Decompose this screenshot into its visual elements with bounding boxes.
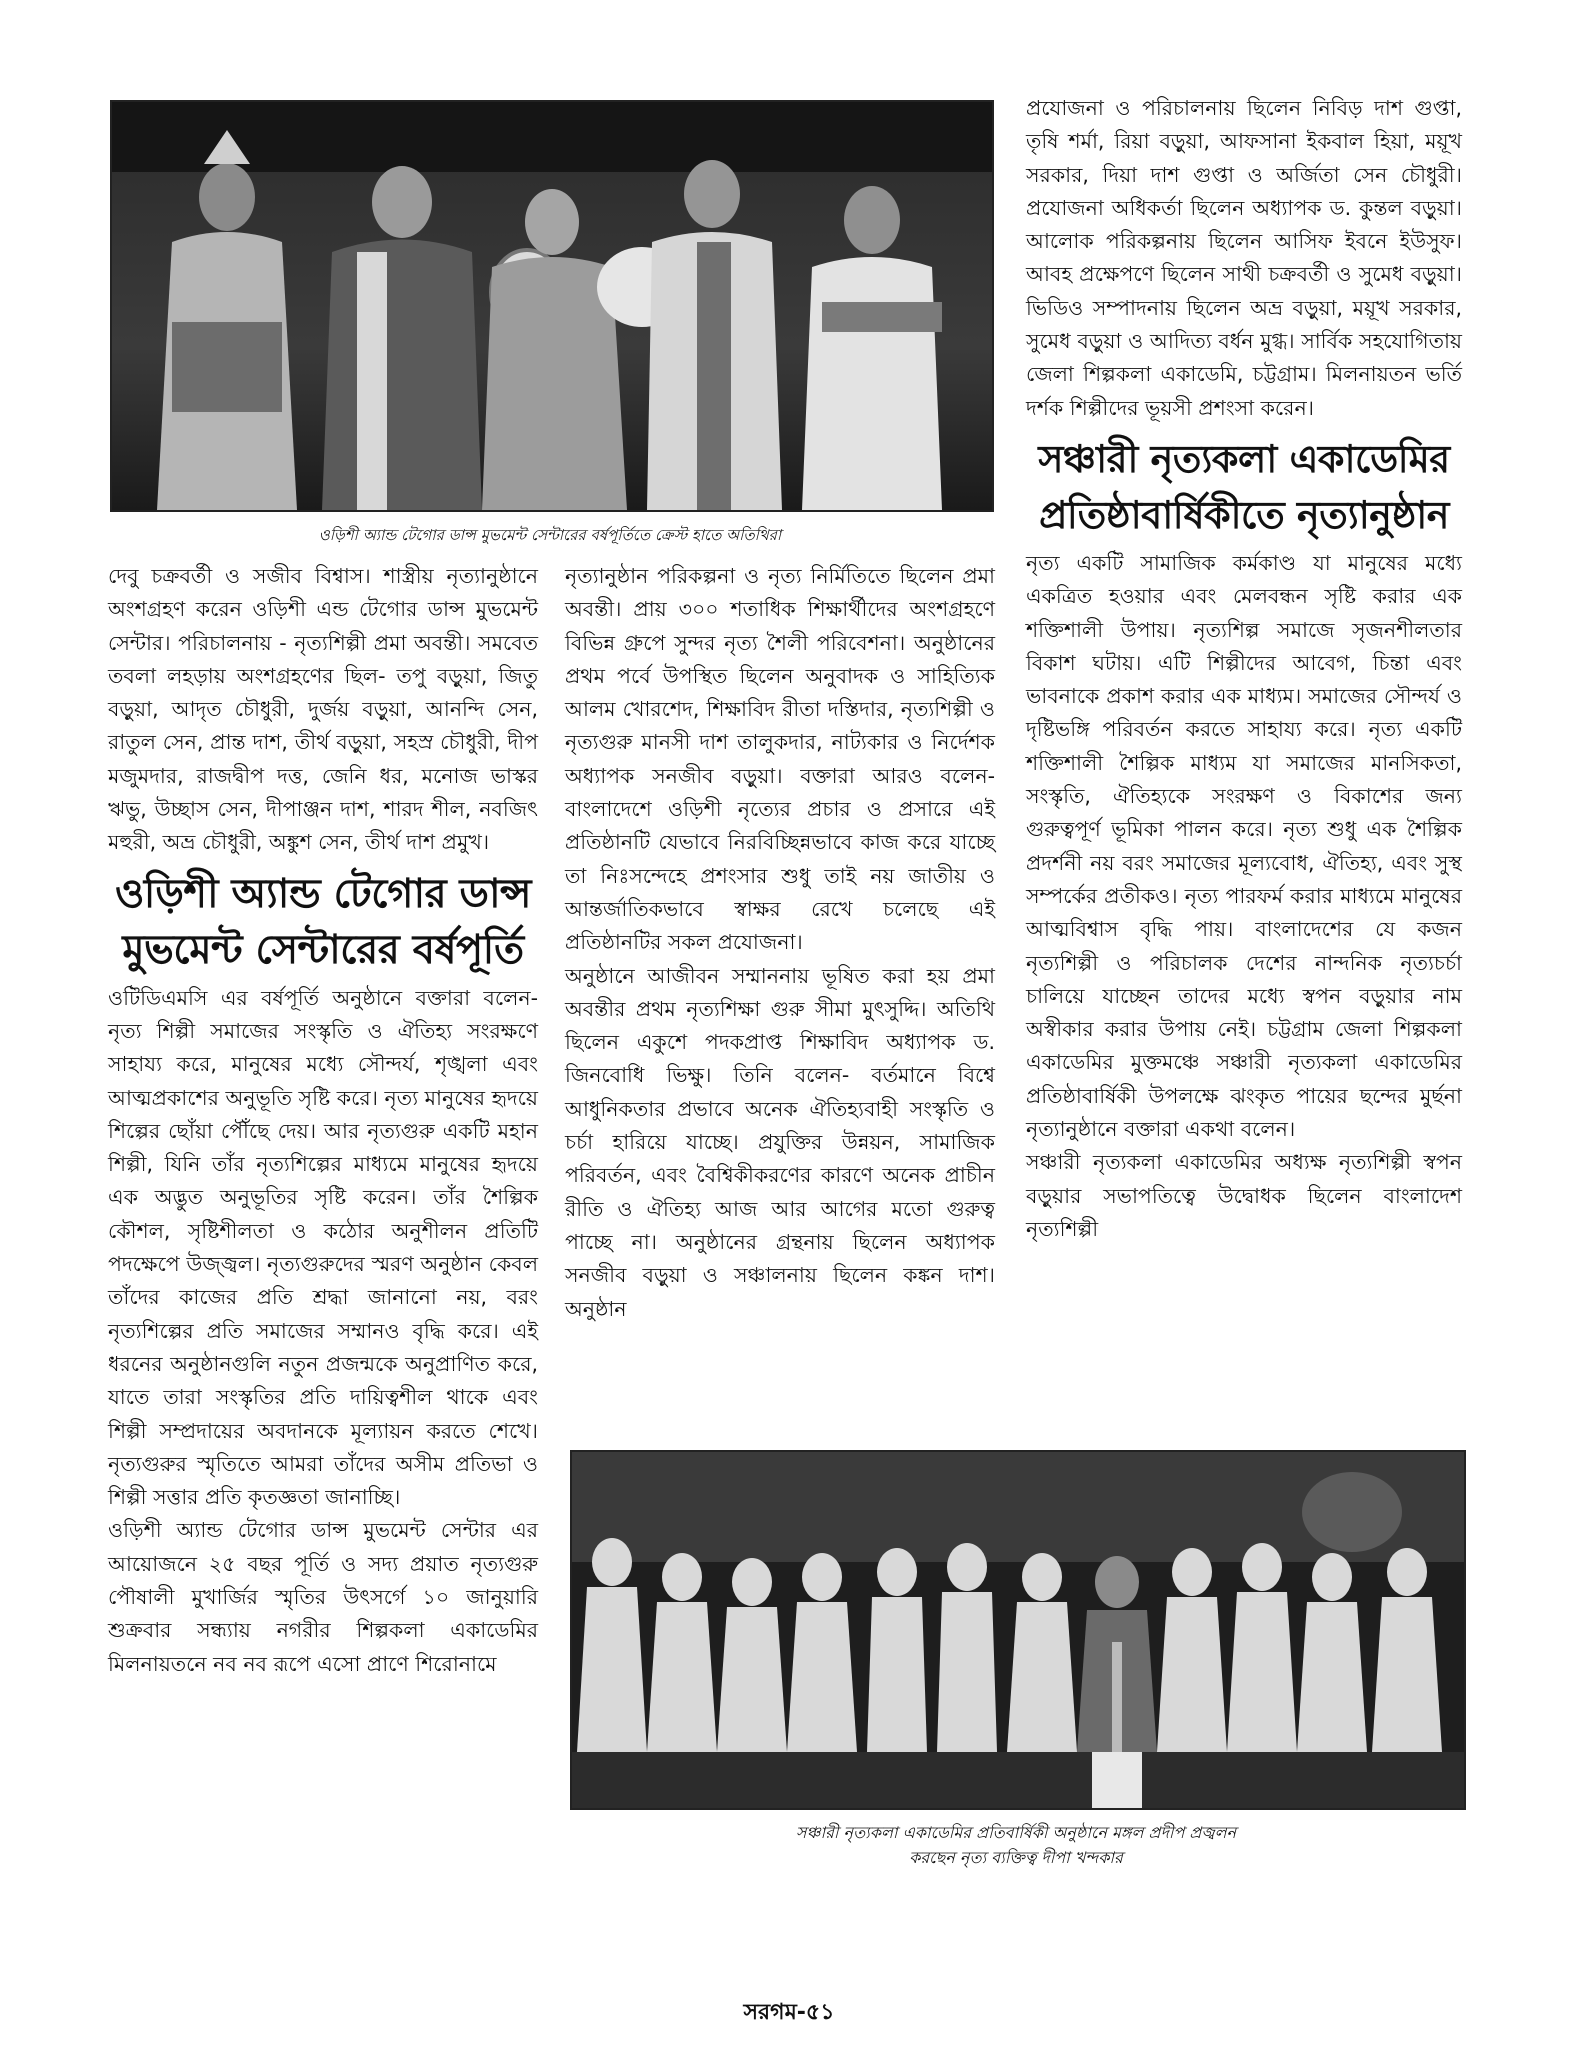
- award-photo-caption: ওড়িশী অ্যান্ড টেগোর ডান্স মুভমেন্ট সেন্টারের বর্ষপূর্তিতে ক্রেস্ট হাতে অতিথিরা: [318, 526, 782, 544]
- column-middle: [565, 560, 995, 1326]
- award-photo-image: [112, 102, 992, 510]
- paragraph: অনুষ্ঠানে আজীবন সম্মাননায় ভূষিত করা হয় প্রমা অবন্তীর প্রথম নৃত্যশিক্ষা গুরু সীমা মুৎসুদ্দি। অতিথি ছিলেন একুশে পদকপ্রাপ্ত শিক্ষাবিদ অধ্যাপক ড. জিনবোধি ভিক্ষু। তিনি বলেন- বর্তমানে বিশ্বে আধুনিকতার প্রভাবে অনেক ঐতিহ্যবাহী সংস্কৃতি ও চর্চা হারিয়ে যাচ্ছে। প্রযুক্তির উন্নয়ন, সামাজিক পরিবর্তন, এবং বৈশ্বিকীকরণের কারণে অনেক প্রাচীন রীতি ও ঐতিহ্য আজ আর আগের মতো গুরুত্ব পাচ্ছে না। অনুষ্ঠানের গ্রন্থনায় ছিলেন অধ্যাপক সনজীব বড়ুয়া ও সঞ্চালনায় ছিলেন কঙ্কন দাশ। অনুষ্ঠান: [565, 963, 995, 1321]
- paragraph: নৃত্য একটি সামাজিক কর্মকাণ্ড যা মানুষের মধ্যে একত্রিত হওয়ার এবং মেলবন্ধন সৃষ্টি করার এক শক্তিশালী উপায়। নৃত্যশিল্প সমাজে সৃজনশীলতার বিকাশ ঘটায়। এটি শিল্পীদের আবেগ, চিন্তা এবং ভাবনাকে প্রকাশ করার এক মাধ্যম। সমাজের সৌন্দর্য ও দৃষ্টিভঙ্গি পরিবর্তন করতে সাহায্য করে। নৃত্য একটি শক্তিশালী শৈল্পিক মাধ্যম যা সমাজের মানসিকতা, সংস্কৃতি, ঐতিহ্যকে সংরক্ষণ ও বিকাশের জন্য গুরুত্বপূর্ণ ভূমিকা পালন করে। নৃত্য শুধু এক শৈল্পিক প্রদর্শনী নয় বরং সমাজের মূল্যবোধ, ঐতিহ্য, এবং সুস্থ সম্পর্কের প্রতীকও। নৃত্য পারফর্ম করার মাধ্যমে মানুষের আত্মবিশ্বাস বৃদ্ধি পায়। বাংলাদেশের যে কজন নৃত্যশিল্পী ও পরিচালক দেশের নান্দনিক নৃত্যচর্চা চালিয়ে যাচ্ছেন তাদের মধ্যে স্বপন বড়ুয়ার নাম অস্বীকার করার উপায় নেই। চট্টগ্রাম জেলা শিল্পকলা একাডেমির মুক্তমঞ্চে সঞ্চারী নৃত্যকলা একাডেমির প্রতিষ্ঠাবার্ষিকী উপলক্ষে ঝংকৃত পায়ের ছন্দের মুর্ছনা নৃত্যানুষ্ঠানে বক্তারা একথা বলেন।: [1026, 550, 1462, 1142]
- column-right: [1026, 92, 1462, 1246]
- column-left: [108, 560, 538, 1681]
- paragraph: প্রযোজনা ও পরিচালনায় ছিলেন নিবিড় দাশ গুপ্তা, তৃষি শর্মা, রিয়া বড়ুয়া, আফসানা ইকবাল হিয়া, ময়ূখ সরকার, দিয়া দাশ গুপ্তা ও অর্জিতা সেন চৌধুরী। প্রযোজনা অধিকর্তা ছিলেন অধ্যাপক ড. কুন্তল বড়ুয়া। আলোক পরিকল্পনায় ছিলেন আসিফ ইবনে ইউসুফ। আবহ প্রক্ষেপণে ছিলেন সাথী চক্রবর্তী ও সুমেধ বড়ুয়া। ভিডিও সম্পাদনায় ছিলেন অভ্র বড়ুয়া, ময়ূখ সরকার, সুমেধ বড়ুয়া ও আদিত্য বর্ধন মুগ্ধ। সার্বিক সহযোগিতায় জেলা শিল্পকলা একাডেমি, চট্টগ্রাম। মিলনায়তন ভর্তি দর্শক শিল্পীদের ভূয়সী প্রশংসা করেন।: [1026, 96, 1462, 420]
- paragraph: ওটিডিএমসি এর বর্ষপূর্তি অনুষ্ঠানে বক্তারা বলেন- নৃত্য শিল্পী সমাজের সংস্কৃতি ও ঐতিহ্য সংরক্ষণে সাহায্য করে, মানুষের মধ্যে সৌন্দর্য, শৃঙ্খলা এবং আত্মপ্রকাশের অনুভূতি সৃষ্টি করে। নৃত্য মানুষের হৃদয়ে শিল্পের ছোঁয়া পৌঁছে দেয়। আর নৃত্যগুরু একটি মহান শিল্পী, যিনি তাঁর নৃত্যশিল্পের মাধ্যমে মানুষের হৃদয়ে এক অদ্ভুত অনুভূতির সৃষ্টি করেন। তাঁর শৈল্পিক কৌশল, সৃষ্টিশীলতা ও কঠোর অনুশীলন প্রতিটি পদক্ষেপে উজ্জ্বল। নৃত্যগুরুদের স্মরণ অনুষ্ঠান কেবল তাঁদের কাজের প্রতি শ্রদ্ধা জানানো নয়, বরং নৃত্যশিল্পের প্রতি সমাজের সম্মানও বৃদ্ধি করে। এই ধরনের অনুষ্ঠানগুলি নতুন প্রজন্মকে অনুপ্রাণিত করে, যাতে তারা সংস্কৃতির প্রতি দায়িত্বশীল থাকে এবং শিল্পী সম্প্রদায়ের অবদানকে মূল্যায়ন করতে শেখে। নৃত্যগুরুর স্মৃতিতে আমরা তাঁদের অসীম প্রতিভা ও শিল্পী সত্তার প্রতি কৃতজ্ঞতা জানাচ্ছি।: [108, 985, 538, 1510]
- headline-sanchari: সঞ্চারী নৃত্যকলা একাডেমির প্রতিষ্ঠাবার্ষিকীতে নৃত্যানুষ্ঠান: [1038, 436, 1450, 537]
- headline-otdmc: ওড়িশী অ্যান্ড টেগোর ডান্স মুভমেন্ট সেন্টারের বর্ষপূর্তি: [114, 870, 532, 973]
- paragraph: দেবু চক্রবর্তী ও সজীব বিশ্বাস। শাস্ত্রীয় নৃত্যানুষ্ঠানে অংশগ্রহণ করেন ওড়িশী এন্ড টেগোর ডান্স মুভমেন্ট সেন্টার। পরিচালনায় - নৃত্যশিল্পী প্রমা অবন্তী। সমবেত তবলা লহড়ায় অংশগ্রহণের ছিল- তপু বড়ুয়া, জিতু বড়ুয়া, আদৃত চৌধুরী, দুর্জয় বড়ুয়া, আনন্দি সেন, রাতুল সেন, প্রান্ত দাশ, তীর্থ বড়ুয়া, সহস্র চৌধুরী, দীপ মজুমদার, রাজদ্বীপ দত্ত, জেনি ধর, মনোজ ভাস্কর ঋভু, উচ্ছাস সেন, দীপাঞ্জন দাশ, শারদ শীল, নবজিৎ মহুরী, অভ্র চৌধুরী, অঙ্কুশ সেন, তীর্থ দাশ প্রমুখ।: [108, 564, 538, 855]
- lamp-photo-caption: [570, 1820, 1462, 1870]
- paragraph: নৃত্যানুষ্ঠান পরিকল্পনা ও নৃত্য নির্মিতিতে ছিলেন প্রমা অবন্তী। প্রায় ৩০০ শতাধিক শিক্ষার্থীদের অংশগ্রহণে বিভিন্ন গ্রুপে সুন্দর নৃত্য শৈলী পরিবেশনা। অনুষ্ঠানের প্রথম পর্বে উপস্থিত ছিলেন অনুবাদক ও সাহিত্যিক আলম খোরশেদ, শিক্ষাবিদ রীতা দস্তিদার, নৃত্যশিল্পী ও নৃত্যগুরু মানসী দাশ তালুকদার, নাট্যকার ও নির্দেশক অধ্যাপক সনজীব বড়ুয়া। বক্তারা আরও বলেন- বাংলাদেশে ওড়িশী নৃত্যের প্রচার ও প্রসারে এই প্রতিষ্ঠানটি যেভাবে নিরবিচ্ছিন্নভাবে কাজ করে যাচ্ছে তা নিঃসন্দেহে প্রশংসার শুধু তাই নয় জাতীয় ও আন্তর্জাতিকভাবে স্বাক্ষর রেখে চলেছে এই প্রতিষ্ঠানটির সকল প্রযোজনা।: [565, 564, 995, 955]
- lamp-lighting-photo-image: [572, 1452, 1464, 1808]
- paragraph: ওড়িশী অ্যান্ড টেগোর ডান্স মুভমেন্ট সেন্টার এর আয়োজনে ২৫ বছর পূর্তি ও সদ্য প্রয়াত নৃত্যগুরু পৌষালী মুখার্জির স্মৃতির উৎসর্গে ১০ জানুয়ারি শুক্রবার সন্ধ্যায় নগরীর শিল্পকলা একাডেমির মিলনায়তনে নব নব রূপে এসো প্রাণে শিরোনামে: [108, 1518, 538, 1676]
- page-number: সরগম-৫১: [743, 2000, 835, 2025]
- lamp-photo-caption-line1: সঞ্চারী নৃত্যকলা একাডেমির প্রতিবার্ষিকী অনুষ্ঠানে মঙ্গল প্রদীপ প্রজ্বলন: [795, 1823, 1237, 1842]
- paragraph: সঞ্চারী নৃত্যকলা একাডেমির অধ্যক্ষ নৃত্যশিল্পী স্বপন বড়ুয়ার সভাপতিত্বে উদ্বোধক ছিলেন বাংলাদেশ নৃত্যশিল্পী: [1026, 1150, 1462, 1241]
- lamp-lighting-photo: [570, 1450, 1466, 1810]
- award-photo: [110, 100, 994, 512]
- lamp-photo-caption-line2: করছেন নৃত্য ব্যক্তিত্ব দীপা খন্দকার: [909, 1848, 1123, 1867]
